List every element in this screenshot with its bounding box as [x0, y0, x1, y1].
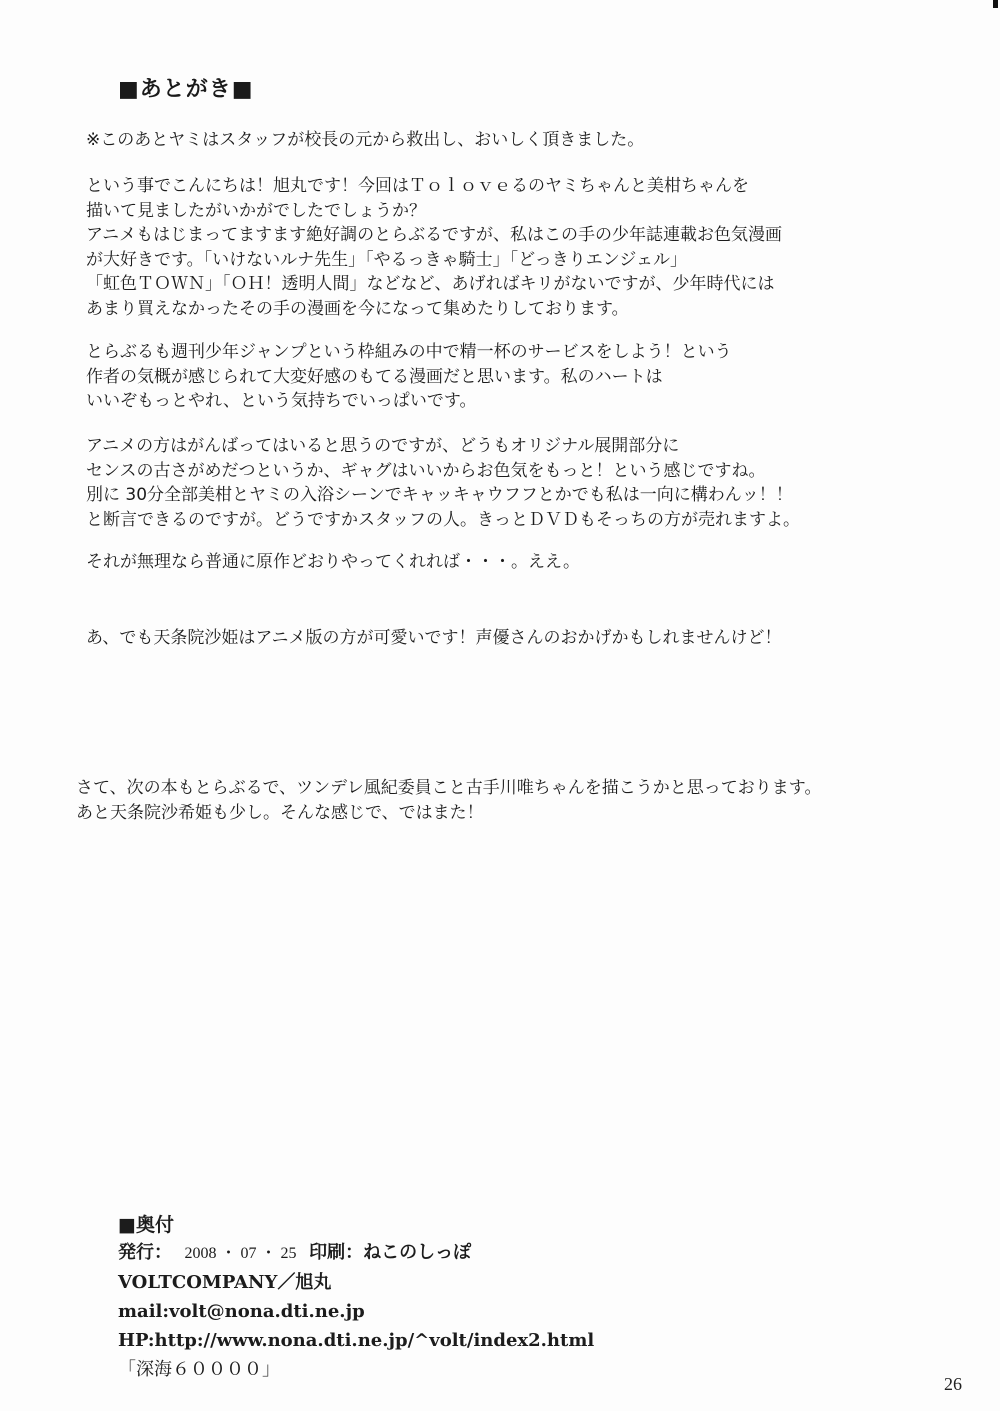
- contact-mail: mail:volt@nona.dti.ne.jp: [118, 1301, 365, 1322]
- circle-name: VOLTCOMPANY／旭丸: [118, 1272, 332, 1293]
- colophon: [118, 1212, 594, 1384]
- afterword-paragraph-1: という事でこんにちは！旭丸です！今回はＴｏｌｏｖｅるのヤミちゃんと美柑ちゃんを 描いて見ましたがいかがでしたでしょうか？ アニメもはじまってますます絶好調のとらぶるですが、私はこの手の少年誌連載お色気漫画 が大好きです。「いけないルナ先生」「やるっきゃ騎士」「どっきりエンジェル」 「虹色ＴＯＷＮ」「ＯＨ！透明人間」などなど、あげればキリがないですが、少年時代には あまり買えなかったその手の漫画を今になって集めたりしております。: [86, 176, 782, 319]
- afterword-paragraph-4: それが無理なら普通に原作どおりやってくれれば・・・。ええ。: [86, 552, 581, 572]
- page-number: 26: [944, 1374, 962, 1394]
- homepage-url: HP:http://www.nona.dti.ne.jp/^volt/index2.html: [118, 1330, 595, 1351]
- afterword-paragraph-6: さて、次の本もとらぶるで、ツンデレ風紀委員こと古手川唯ちゃんを描こうかと思っております。 あと天条院沙希姫も少し。そんな感じで、ではまた！: [76, 778, 822, 823]
- issue-date: 2008 ・ 07 ・ 25: [184, 1245, 297, 1262]
- afterword-note: ※このあとヤミはスタッフが校長の元から救出し、おいしく頂きました。: [86, 130, 645, 150]
- colophon-title: ■奥付: [118, 1214, 174, 1236]
- print-info: 印刷：ねこのしっぽ: [309, 1242, 472, 1263]
- afterword-heading: ■あとがき■: [118, 77, 254, 102]
- corner-mark: [993, 0, 998, 8]
- book-title: 「深海６００００」: [118, 1359, 280, 1380]
- issue-label: 発行：: [118, 1242, 172, 1263]
- afterword-paragraph-2: とらぶるも週刊少年ジャンプという枠組みの中で精一杯のサービスをしよう！という 作者の気概が感じられて大変好感のもてる漫画だと思います。私のハートは いいぞもっとやれ、という気持ちでいっぱいです。: [86, 342, 732, 411]
- afterword-paragraph-3: アニメの方はがんばってはいると思うのですが、どうもオリジナル展開部分に センスの古さがめだつというか、ギャグはいいからお色気をもっと！という感じですね。 別に 30分全部美柑とヤミの入浴シーンでキャッキャウフフとかでも私は一向に構わんッ！！ と断言できるのですが。どうですかスタッフの人。きっとＤＶＤもそっちの方が売れますよ。: [86, 436, 800, 530]
- colophon-issue-line: [118, 1238, 594, 1268]
- afterword-paragraph-5: あ、でも天条院沙姫はアニメ版の方が可愛いです！声優さんのおかげかもしれませんけど！: [86, 628, 782, 648]
